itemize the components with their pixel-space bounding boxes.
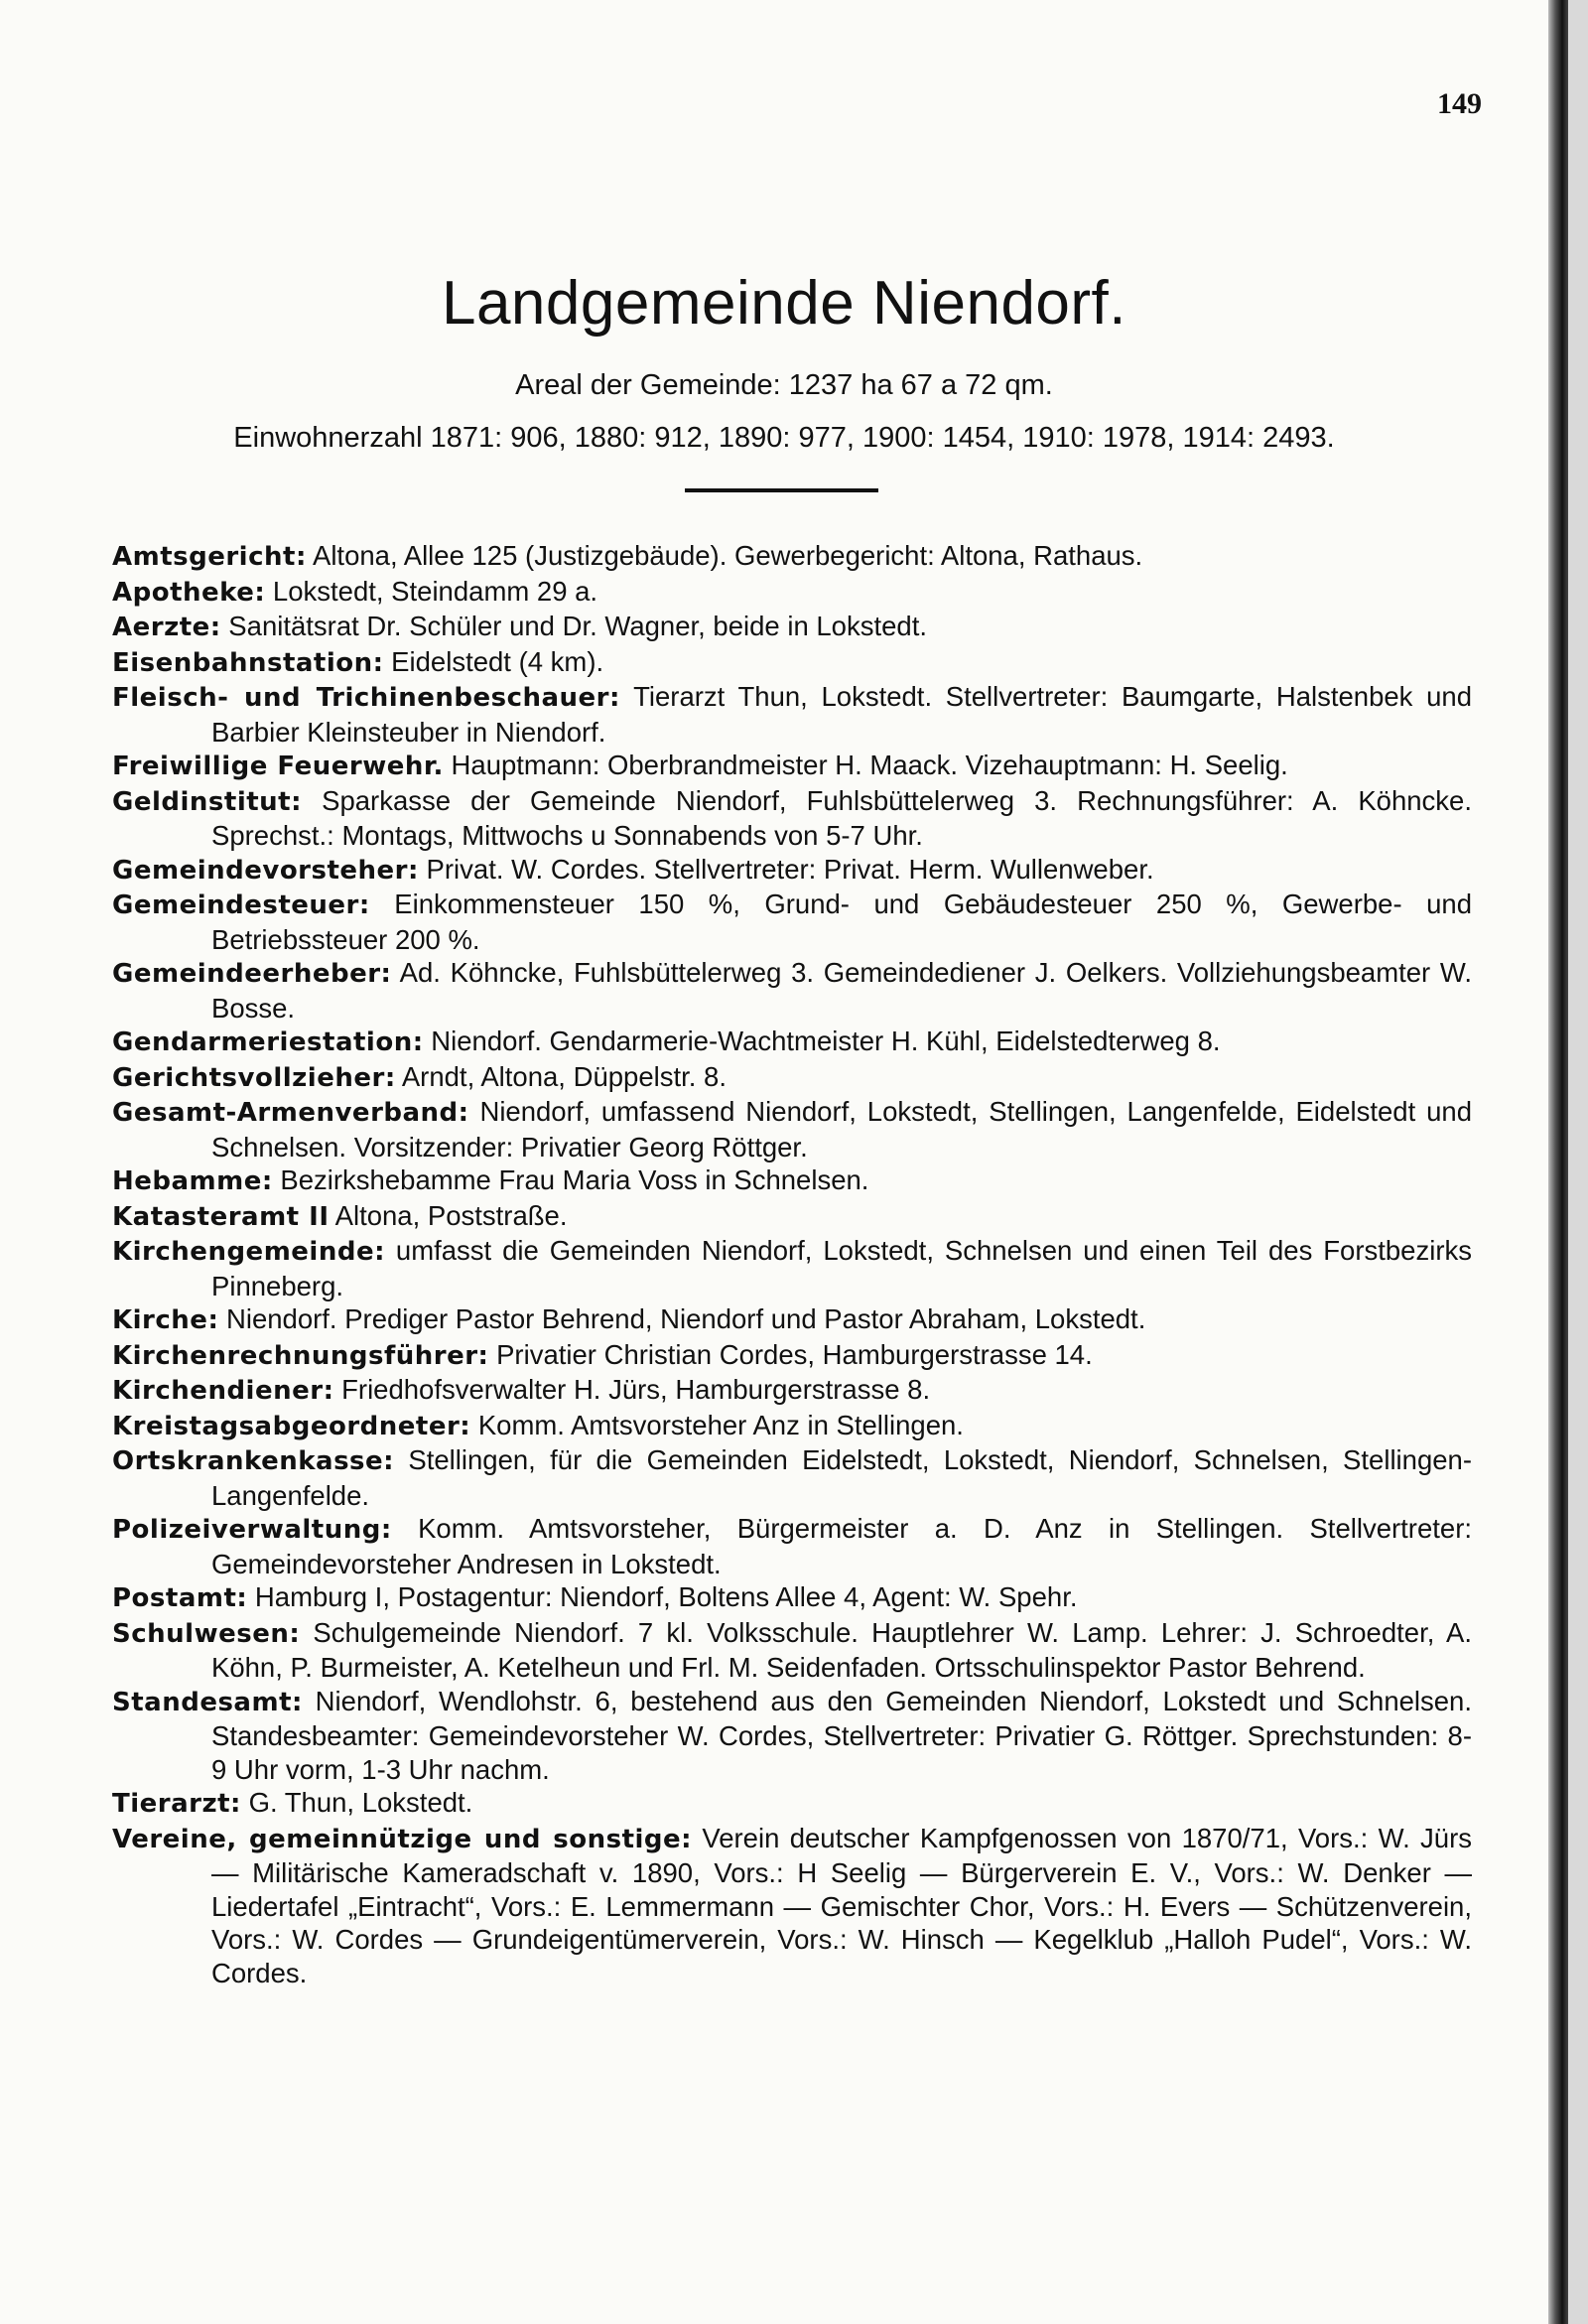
entry-schulwesen	[112, 1616, 1472, 1685]
entry-term: Postamt:	[112, 1583, 248, 1613]
entry-kirchendiener	[112, 1373, 1472, 1409]
entry-text: Privatier Christian Cordes, Hamburgerstrasse 14.	[488, 1338, 1093, 1370]
entry-tierarzt	[112, 1786, 1472, 1822]
entry-postamt	[112, 1580, 1472, 1616]
entry-term: Ortskrankenkasse:	[112, 1446, 395, 1476]
entry-text: Friedhofsverwalter H. Jürs, Hamburgerstrasse 8.	[333, 1374, 931, 1405]
entry-ortskrankenkasse	[112, 1443, 1472, 1512]
entry-term: Polizeiverwaltung:	[112, 1515, 392, 1545]
entry-text: Verein deutscher Kampfgenossen von 1870/71, Vors.: W. Jürs — Militärische Kameradschaft v. 1890, Vors.: H Seelig — Bürgerverein E. V., Vors.: W. Denker — Liedertafel „Eintracht“, Vors.: E. Lemmermann — Gemischter Chor, Vors.: H. Evers — Schützenverein, Vors.: W. Cordes — Grundeigentümerverein, Vors.: W. Hinsch — Kegelklub „Halloh Pudel“, Vors.: W. Cordes.	[211, 1822, 1472, 1988]
entry-text: Komm. Amtsvorsteher, Bürgermeister a. D. Anz in Stellingen. Stellvertreter: Gemeindevorsteher Andresen in Lokstedt.	[211, 1513, 1472, 1579]
divider-rule	[685, 488, 878, 492]
entry-armenverband	[112, 1095, 1472, 1163]
entry-term: Aerzte:	[112, 613, 221, 642]
entry-geldinstitut	[112, 784, 1472, 853]
entry-term: Geldinstitut:	[112, 786, 303, 817]
entry-term: Gemeindevorsteher:	[112, 855, 419, 886]
entry-term: Eisenbahnstation:	[112, 647, 384, 678]
entry-apotheke	[112, 575, 1472, 611]
entry-gerichtsvollzieher	[112, 1060, 1472, 1096]
entry-text: Ad. Köhncke, Fuhlsbüttelerweg 3. Gemeindediener J. Oelkers. Vollziehungsbeamter W. Bosse.	[211, 957, 1472, 1024]
entry-hebamme	[112, 1163, 1472, 1199]
entry-term: Tierarzt:	[112, 1789, 241, 1819]
entry-text: Bezirkshebamme Frau Maria Voss in Schnelsen.	[272, 1164, 869, 1195]
entry-text: Komm. Amtsvorsteher Anz in Stellingen.	[470, 1409, 964, 1440]
entry-aerzte	[112, 610, 1472, 645]
entry-term: Katasteramt II	[112, 1201, 330, 1232]
entry-text: Altona, Poststraße.	[329, 1199, 568, 1231]
entry-term: Freiwillige Feuerwehr.	[112, 752, 444, 781]
entry-term: Fleisch- und Trichinenbeschauer:	[112, 683, 620, 713]
entry-text: Sparkasse der Gemeinde Niendorf, Fuhlsbüttelerweg 3. Rechnungsführer: A. Köhncke. Sprechst.: Montags, Mittwochs u Sonnabends von 5-7 Uhr.	[211, 784, 1472, 851]
binding-gutter	[1548, 0, 1568, 2324]
entry-term: Kirchengemeinde:	[112, 1237, 385, 1267]
entry-gemeindesteuer	[112, 888, 1472, 956]
entry-text: Niendorf. Gendarmerie-Wachtmeister H. Kühl, Eidelstedterweg 8.	[423, 1025, 1221, 1056]
entry-text: Stellingen, für die Gemeinden Eidelstedt, Lokstedt, Niendorf, Schnelsen, Stellingen-Langenfelde.	[211, 1444, 1472, 1511]
entry-amtsgericht	[112, 539, 1472, 575]
entry-text: Einkommensteuer 150 %, Grund- und Gebäudesteuer 250 %, Gewerbe- und Betriebssteuer 200 %.	[211, 889, 1472, 955]
entry-term: Kirchenrechnungsführer:	[112, 1340, 489, 1371]
entry-text: Tierarzt Thun, Lokstedt. Stellvertreter: Baumgarte, Halstenbek und Barbier Kleinsteuber in Niendorf.	[211, 681, 1472, 748]
entry-term: Apotheke:	[112, 577, 266, 608]
entry-text: Sanitätsrat Dr. Schüler und Dr. Wagner, beide in Lokstedt.	[220, 611, 927, 641]
entry-fleischbeschauer	[112, 680, 1472, 749]
entry-gendarmeriestation	[112, 1025, 1472, 1060]
entry-text: Hamburg I, Postagentur: Niendorf, Boltens Allee 4, Agent: W. Spehr.	[247, 1581, 1078, 1612]
entry-term: Kreistagsabgeordneter:	[112, 1411, 471, 1441]
entry-katasteramt	[112, 1199, 1472, 1235]
entry-term: Kirche:	[112, 1305, 219, 1335]
entry-term: Gemeindesteuer:	[112, 890, 370, 920]
entry-kirchenrechnungsfuehrer	[112, 1338, 1472, 1374]
entry-term: Hebamme:	[112, 1166, 273, 1196]
entry-term: Gerichtsvollzieher:	[112, 1062, 396, 1093]
entry-text: Schulgemeinde Niendorf. 7 kl. Volksschule. Hauptlehrer W. Lamp. Lehrer: J. Schroedter, A. Köhn, P. Burmeister, A. Ketelheun und Frl. M. Seidenfaden. Ortsschulinspektor Pastor Behrend.	[211, 1616, 1472, 1683]
entry-text: Niendorf, Wendlohstr. 6, bestehend aus den Gemeinden Niendorf, Lokstedt und Schnelsen. Standesbeamter: Gemeindevorsteher W. Cordes, Stellvertreter: Privatier G. Röttger. Sprechstunden: 8-9 Uhr vorm, 1-3 Uhr nachm.	[211, 1685, 1472, 1785]
page-number: 149	[1437, 87, 1482, 120]
entry-text: Altona, Allee 125 (Justizgebäude). Gewerbegericht: Altona, Rathaus.	[306, 540, 1143, 571]
page-title: Landgemeinde Niendorf.	[441, 269, 1127, 338]
entry-polizeiverwaltung	[112, 1512, 1472, 1580]
entry-kreistagsabgeordneter	[112, 1409, 1472, 1444]
entry-list	[112, 539, 1472, 1989]
areal-line: Areal der Gemeinde: 1237 ha 67 a 72 qm.	[515, 369, 1053, 401]
entry-text: G. Thun, Lokstedt.	[240, 1787, 473, 1818]
entry-gemeindevorsteher	[112, 853, 1472, 889]
entry-term: Amtsgericht:	[112, 542, 307, 572]
entry-text: Eidelstedt (4 km).	[383, 645, 604, 677]
entry-text: Privat. W. Cordes. Stellvertreter: Privat. Herm. Wullenweber.	[418, 853, 1154, 885]
population-line: Einwohnerzahl 1871: 906, 1880: 912, 1890: 977, 1900: 1454, 1910: 1978, 1914: 2493.	[233, 422, 1335, 454]
entry-text: Niendorf, umfassend Niendorf, Lokstedt, Stellingen, Langenfelde, Eidelstedt und Schnelsen. Vorsitzender: Privatier Georg Röttger.	[211, 1096, 1472, 1162]
entry-text: Arndt, Altona, Düppelstr. 8.	[395, 1060, 727, 1092]
entry-vereine	[112, 1822, 1472, 1990]
entry-gemeindeerheber	[112, 956, 1472, 1025]
entry-term: Gemeindeerheber:	[112, 959, 392, 989]
entry-text: Hauptmann: Oberbrandmeister H. Maack. Vizehauptmann: H. Seelig.	[443, 750, 1288, 780]
entry-term: Standesamt:	[112, 1687, 303, 1717]
entry-text: Niendorf. Prediger Pastor Behrend, Niendorf und Pastor Abraham, Lokstedt.	[218, 1303, 1146, 1334]
entry-term: Gendarmeriestation:	[112, 1027, 424, 1057]
entry-eisenbahnstation	[112, 645, 1472, 681]
entry-term: Kirchendiener:	[112, 1376, 334, 1406]
entry-kirche	[112, 1302, 1472, 1338]
entry-text: Lokstedt, Steindamm 29 a.	[265, 575, 598, 607]
entry-kirchengemeinde	[112, 1234, 1472, 1302]
entry-text: umfasst die Gemeinden Niendorf, Lokstedt, Schnelsen und einen Teil des Forstbezirks Pinneberg.	[211, 1235, 1472, 1301]
entry-term: Schulwesen:	[112, 1618, 301, 1649]
entry-standesamt	[112, 1685, 1472, 1787]
entry-feuerwehr	[112, 749, 1472, 784]
entry-term: Vereine, gemeinnützige und sonstige:	[112, 1824, 693, 1854]
entry-term: Gesamt-Armenverband:	[112, 1098, 469, 1128]
